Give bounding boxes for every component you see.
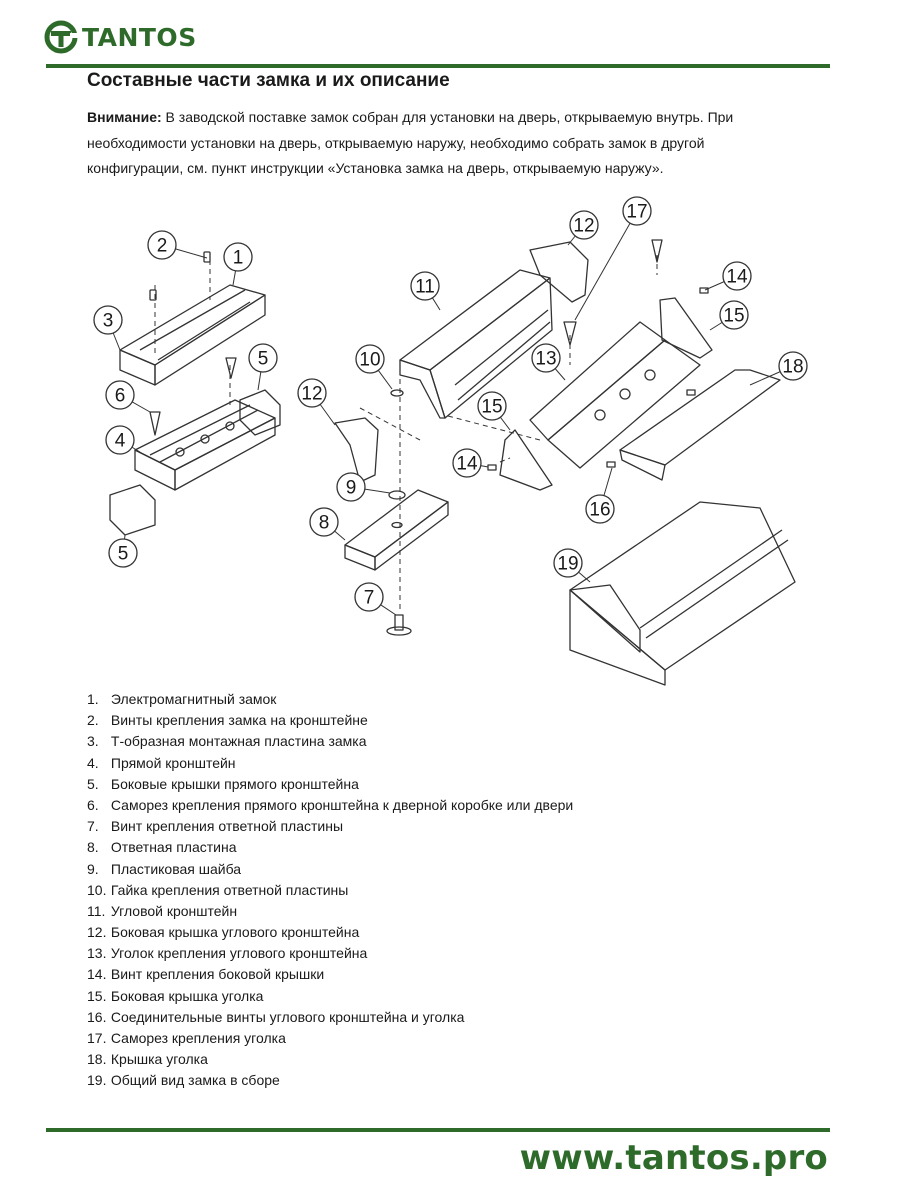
parts-item-number: 11. (87, 902, 106, 919)
parts-list-item (87, 964, 573, 985)
parts-item-number: 7. (87, 818, 99, 835)
callout-number: 5 (117, 543, 129, 565)
parts-item-text: Винт крепления ответной пластины (107, 818, 344, 835)
parts-item-text: Боковая крышка уголка (107, 987, 264, 1004)
parts-item-number: 18. (87, 1051, 107, 1068)
exploded-diagram (0, 190, 900, 690)
parts-list-item (87, 1049, 573, 1070)
parts-item-text: Винт крепления боковой крышки (107, 966, 325, 983)
parts-item-text: Уголок крепления углового кронштейна (107, 945, 368, 962)
parts-item-number: 10. (87, 881, 107, 898)
parts-item-number: 13. (87, 945, 107, 962)
callout-number: 12 (573, 215, 595, 237)
armature-plate-drawing (345, 490, 448, 570)
parts-list-item (87, 689, 573, 710)
warning-paragraph (87, 105, 787, 182)
parts-item-number: 17. (87, 1030, 107, 1046)
screws-drawing (150, 240, 662, 435)
header-divider (46, 64, 830, 68)
parts-list-item (87, 1007, 573, 1028)
parts-item-number: 8. (87, 839, 99, 856)
parts-item-text: Угловой кронштейн (107, 902, 238, 919)
parts-list-item (87, 1070, 573, 1091)
parts-item-number: 4. (87, 754, 99, 771)
parts-item-text: Крышка уголка (107, 1051, 208, 1068)
corner-cover-drawing (620, 370, 780, 480)
parts-list-item (87, 986, 573, 1007)
washer-drawing (389, 491, 405, 499)
corner-plate-drawing (530, 322, 700, 468)
callout-number: 12 (301, 383, 323, 405)
parts-item-text: Саморез крепления прямого кронштейна к дверной коробке или двери (107, 796, 574, 813)
parts-item-number: 6. (87, 796, 99, 813)
assembled-lock-drawing (570, 499, 795, 685)
warning-label: Внимание: (87, 109, 162, 125)
parts-item-text: Боковая крышка углового кронштейна (107, 924, 360, 941)
parts-item-text: Общий вид замка в сборе (107, 1072, 280, 1089)
parts-list-item (87, 922, 573, 943)
parts-list-item (87, 774, 573, 795)
parts-list-item (87, 880, 573, 901)
cover-screws-drawing (488, 288, 708, 470)
parts-list-item (87, 1028, 573, 1049)
footer-divider (46, 1128, 830, 1132)
callout-number: 15 (723, 305, 745, 327)
parts-list-item (87, 943, 573, 964)
callout-number: 8 (318, 512, 330, 534)
callout-number: 3 (102, 310, 114, 332)
parts-item-text: Прямой кронштейн (107, 754, 236, 771)
parts-item-number: 12. (87, 924, 107, 941)
brand-logo (44, 20, 197, 54)
callout-number: 1 (232, 247, 244, 269)
callout-number: 15 (481, 396, 503, 418)
straight-bracket-drawing (135, 400, 275, 490)
parts-item-number: 1. (87, 691, 99, 707)
parts-list-item (87, 731, 573, 752)
parts-item-number: 19. (87, 1072, 107, 1089)
parts-list-item (87, 816, 573, 837)
parts-list (87, 689, 573, 1092)
page-title: Составные части замка и их описание (87, 70, 450, 91)
parts-item-text: Гайка крепления ответной пластины (107, 881, 349, 898)
parts-item-text: Соединительные винты углового кронштейна и уголка (107, 1008, 465, 1025)
callout-number: 2 (156, 235, 168, 257)
tantos-logo-icon (44, 20, 78, 54)
callout-number: 7 (363, 587, 375, 609)
corner-caps-drawing (500, 298, 712, 490)
parts-item-text: Ответная пластина (107, 839, 237, 856)
callout-number: 14 (726, 266, 748, 288)
nut-drawing (391, 390, 403, 396)
callout-number: 16 (589, 499, 611, 521)
parts-item-number: 9. (87, 860, 99, 877)
callout-number: 11 (415, 276, 435, 298)
callout-number: 19 (557, 553, 579, 575)
website-url: www.tantos.pro (519, 1138, 828, 1178)
callout-number: 5 (257, 348, 269, 370)
callout-number: 14 (456, 453, 478, 475)
parts-item-number: 15. (87, 987, 107, 1004)
parts-list-item (87, 795, 573, 816)
parts-item-text: Боковые крышки прямого кронштейна (107, 775, 359, 792)
callout-number: 18 (782, 356, 804, 378)
callouts (94, 197, 807, 615)
parts-list-item (87, 753, 573, 774)
parts-item-number: 5. (87, 775, 99, 792)
parts-item-number: 14. (87, 966, 107, 983)
parts-item-text: Т-образная монтажная пластина замка (107, 733, 367, 750)
parts-item-text: Пластиковая шайба (107, 860, 242, 877)
bolt-drawing (387, 615, 411, 635)
parts-item-text: Саморез крепления уголка (107, 1030, 286, 1046)
callout-number: 17 (626, 201, 648, 223)
parts-item-number: 16. (87, 1008, 107, 1025)
parts-item-text: Винты крепления замка на кронштейне (107, 712, 368, 729)
callout-number: 6 (114, 385, 126, 407)
parts-list-item (87, 837, 573, 858)
parts-list-item (87, 859, 573, 880)
parts-item-number: 3. (87, 733, 99, 750)
lock-body-drawing (120, 285, 265, 385)
parts-list-item (87, 901, 573, 922)
parts-list-item (87, 710, 573, 731)
parts-item-text: Электромагнитный замок (107, 691, 277, 707)
callout-number: 9 (345, 477, 357, 499)
callout-number: 10 (359, 349, 381, 371)
callout-number: 4 (114, 430, 126, 452)
callout-number: 13 (535, 348, 557, 370)
brand-name: TANTOS (82, 22, 197, 52)
warning-text: В заводской поставке замок собран для установки на дверь, открываемую внутрь. При необходимости установки на дверь, открываемую наружу, необходимо собрать замок в другой конфигурации, см. пункт инструкции «Установка замка на дверь, открываемую наружу». (87, 109, 734, 176)
parts-item-number: 2. (87, 712, 99, 729)
